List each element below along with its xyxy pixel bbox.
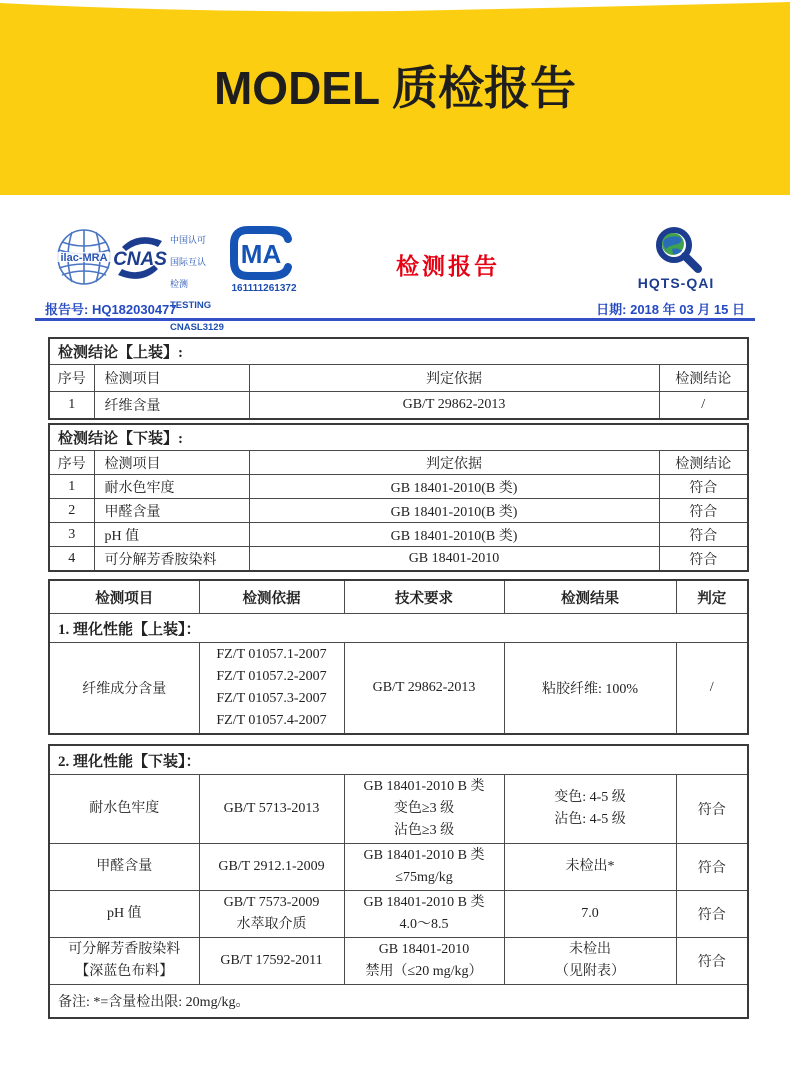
detail-table-upper <box>48 579 749 735</box>
table-header-row <box>49 580 748 614</box>
cell-result: 粘胶纤维: 100% <box>504 643 676 735</box>
table-row <box>49 499 748 523</box>
cell-conclusion: 符合 <box>659 523 748 547</box>
table-caption-row <box>49 338 748 365</box>
svg-text:CNAS: CNAS <box>113 249 167 270</box>
table-row <box>49 523 748 547</box>
cnas-text-en: TESTING CNASL3129 <box>170 300 224 333</box>
cell-item: 纤维成分含量 <box>49 643 199 735</box>
cell-verdict: 符合 <box>676 938 748 985</box>
table-caption: 检测结论【上装】: <box>49 338 748 365</box>
cell-basis: GB/T 5713-2013 <box>199 775 344 844</box>
cell-item: 可分解芳香胺染料 【深蓝色布料】 <box>49 938 199 985</box>
cell-basis: GB/T 17592-2011 <box>199 938 344 985</box>
banner-top-curve <box>0 0 790 20</box>
cnas-text-cn: 中国认可 国际互认 检测 <box>170 235 207 289</box>
cell-item: 耐水色牢度 <box>49 775 199 844</box>
header-divider <box>35 318 755 321</box>
cell-result: 未检出* <box>504 844 676 891</box>
svg-text:MA: MA <box>240 239 282 269</box>
page-title: MODEL 质检报告 <box>213 62 577 114</box>
cell-index: 2 <box>49 499 94 523</box>
summary-table-upper <box>48 337 749 420</box>
report-title: 检测报告 <box>396 253 500 279</box>
cell-basis: GB/T 7573-2009 水萃取介质 <box>199 891 344 938</box>
table-row <box>49 643 748 735</box>
cell-verdict: 符合 <box>676 775 748 844</box>
cell-basis: GB 18401-2010(B 类) <box>249 523 659 547</box>
section-title: 2. 理化性能【下装】： <box>49 745 748 775</box>
cell-verdict: / <box>676 643 748 735</box>
col-header: 判定依据 <box>249 365 659 392</box>
col-header: 检测项目 <box>94 451 249 475</box>
cell-item: 甲醛含量 <box>94 499 249 523</box>
report-date: 日期: 2018 年 03 月 15 日 <box>596 302 745 317</box>
cell-item: pH 值 <box>49 891 199 938</box>
section-title: 1. 理化性能【上装】： <box>49 614 748 643</box>
cell-verdict: 符合 <box>676 844 748 891</box>
table-row <box>49 938 748 985</box>
col-header: 判定依据 <box>249 451 659 475</box>
cell-verdict: 符合 <box>676 891 748 938</box>
table-row <box>49 547 748 572</box>
banner <box>0 0 790 195</box>
cell-index: 1 <box>49 392 94 420</box>
cell-requirement: GB 18401-2010 B 类 变色≥3 级 沾色≥3 级 <box>344 775 504 844</box>
cell-result: 变色: 4-5 级 沾色: 4-5 级 <box>504 775 676 844</box>
cnas-logo-icon <box>112 235 168 281</box>
cell-index: 3 <box>49 523 94 547</box>
cell-basis: GB 18401-2010 <box>249 547 659 572</box>
col-header: 检测结果 <box>504 580 676 614</box>
col-header: 技术要求 <box>344 580 504 614</box>
cell-item: 甲醛含量 <box>49 844 199 891</box>
col-header: 序号 <box>49 451 94 475</box>
col-header: 判定 <box>676 580 748 614</box>
section-row <box>49 745 748 775</box>
cell-requirement: GB 18401-2010 B 类 ≤75mg/kg <box>344 844 504 891</box>
cell-item: 纤维含量 <box>94 392 249 420</box>
note-row <box>49 985 748 1019</box>
cell-basis: GB/T 29862-2013 <box>249 392 659 420</box>
cell-conclusion: / <box>659 392 748 420</box>
table-row <box>49 891 748 938</box>
table-row <box>49 475 748 499</box>
table-row <box>49 844 748 891</box>
cell-conclusion: 符合 <box>659 475 748 499</box>
cell-basis: GB 18401-2010(B 类) <box>249 475 659 499</box>
table-header-row <box>49 451 748 475</box>
cell-index: 4 <box>49 547 94 572</box>
col-header: 检测项目 <box>94 365 249 392</box>
cell-basis: GB 18401-2010(B 类) <box>249 499 659 523</box>
table-header-row <box>49 365 748 392</box>
cell-conclusion: 符合 <box>659 547 748 572</box>
cell-item: pH 值 <box>94 523 249 547</box>
table-row <box>49 775 748 844</box>
detail-table-lower <box>48 744 749 1019</box>
ilac-mra-logo-icon <box>56 228 112 286</box>
col-header: 检测项目 <box>49 580 199 614</box>
cell-requirement: GB/T 29862-2013 <box>344 643 504 735</box>
table-caption: 检测结论【下装】: <box>49 424 748 451</box>
report-number: 报告号: HQ182030477 <box>45 302 177 317</box>
cell-item: 耐水色牢度 <box>94 475 249 499</box>
cell-basis: FZ/T 01057.1-2007 FZ/T 01057.2-2007 FZ/T 01057.3-2007 FZ/T 01057.4-2007 <box>199 643 344 735</box>
summary-table-lower <box>48 423 749 572</box>
cell-result: 未检出 （见附表） <box>504 938 676 985</box>
cell-requirement: GB 18401-2010 禁用（≤20 mg/kg） <box>344 938 504 985</box>
hqts-qai-label: HQTS-QAI <box>637 275 715 291</box>
table-caption-row <box>49 424 748 451</box>
table-row <box>49 392 748 420</box>
cell-conclusion: 符合 <box>659 499 748 523</box>
cell-result: 7.0 <box>504 891 676 938</box>
col-header: 检测依据 <box>199 580 344 614</box>
section-row <box>49 614 748 643</box>
cma-certificate-number: 161111261372 <box>231 283 297 294</box>
cell-item: 可分解芳香胺染料 <box>94 547 249 572</box>
cma-logo-icon <box>230 226 296 280</box>
hqts-qai-logo-icon <box>650 225 702 273</box>
note-text: 备注: *=含量检出限: 20mg/kg。 <box>49 985 748 1019</box>
col-header: 检测结论 <box>659 365 748 392</box>
cell-index: 1 <box>49 475 94 499</box>
col-header: 序号 <box>49 365 94 392</box>
cell-requirement: GB 18401-2010 B 类 4.0～8.5 <box>344 891 504 938</box>
svg-text:ilac-MRA: ilac-MRA <box>60 252 108 264</box>
cell-basis: GB/T 2912.1-2009 <box>199 844 344 891</box>
col-header: 检测结论 <box>659 451 748 475</box>
